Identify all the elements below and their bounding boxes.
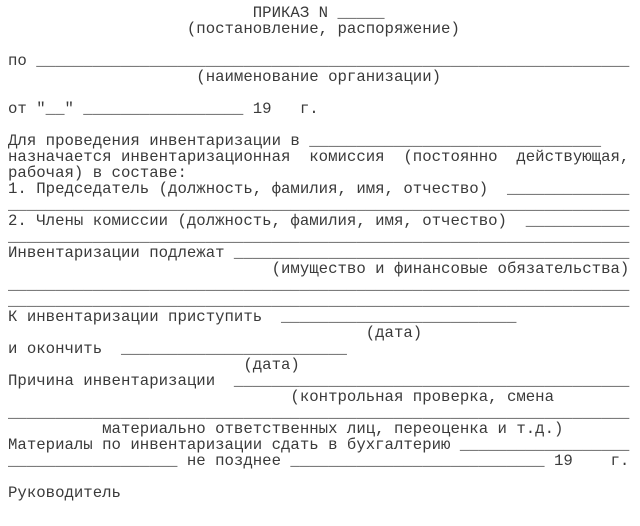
fill-blank-line: __________________________________________________________________	[8, 293, 630, 309]
body-purpose-line-3: рабочая) в составе:	[8, 165, 187, 181]
org-name-caption: (наименование организации)	[8, 69, 442, 85]
spacer-line	[8, 85, 640, 101]
subject-caption: (имущество и финансовые обязательства)	[8, 261, 630, 277]
fill-blank-line: __________________________________________________________________	[8, 277, 630, 293]
org-name-blank-line: по _______________________________________________________________	[8, 53, 630, 69]
order-subtitle-line: (постановление, распоряжение)	[8, 21, 460, 37]
spacer-line	[8, 501, 640, 517]
reason-line: Причина инвентаризации __________________________________________	[8, 373, 630, 389]
signature-label-line: Руководитель	[8, 485, 121, 501]
spacer-line	[8, 37, 640, 53]
reason-caption-2: материально ответственных лиц, переоценка и т.д.)	[8, 421, 564, 437]
spacer-line	[8, 469, 640, 485]
body-purpose-line-1: Для проведения инвентаризации в _______________________________	[8, 133, 602, 149]
start-date-line: К инвентаризации приступить _________________________	[8, 309, 517, 325]
fill-blank-line: __________________________________________________________________	[8, 197, 630, 213]
members-line: 2. Члены комиссии (должность, фамилия, имя, отчество) ___________	[8, 213, 630, 229]
inventory-subject-line: Инвентаризации подлежат __________________________________________	[8, 245, 630, 261]
end-date-line: и окончить ________________________	[8, 341, 347, 357]
end-date-caption: (дата)	[8, 357, 300, 373]
fill-blank-line: __________________________________________________________________	[8, 229, 630, 245]
materials-line: Материалы по инвентаризации сдать в бухгалтерию __________________	[8, 437, 630, 453]
deadline-line: __________________ не позднее ___________________________ 19 г.	[8, 453, 630, 469]
order-date-line: от "__" _________________ 19 г.	[8, 101, 319, 117]
body-purpose-line-2: назначается инвентаризационная комиссия (постоянно действующая,	[8, 149, 630, 165]
reason-caption-1: (контрольная проверка, смена	[8, 389, 555, 405]
start-date-caption: (дата)	[8, 325, 423, 341]
spacer-line	[8, 117, 640, 133]
chairman-line: 1. Председатель (должность, фамилия, имя, отчество) _____________	[8, 181, 630, 197]
order-title-line: ПРИКАЗ N _____	[8, 5, 385, 21]
fill-blank-line: __________________________________________________________________	[8, 405, 630, 421]
